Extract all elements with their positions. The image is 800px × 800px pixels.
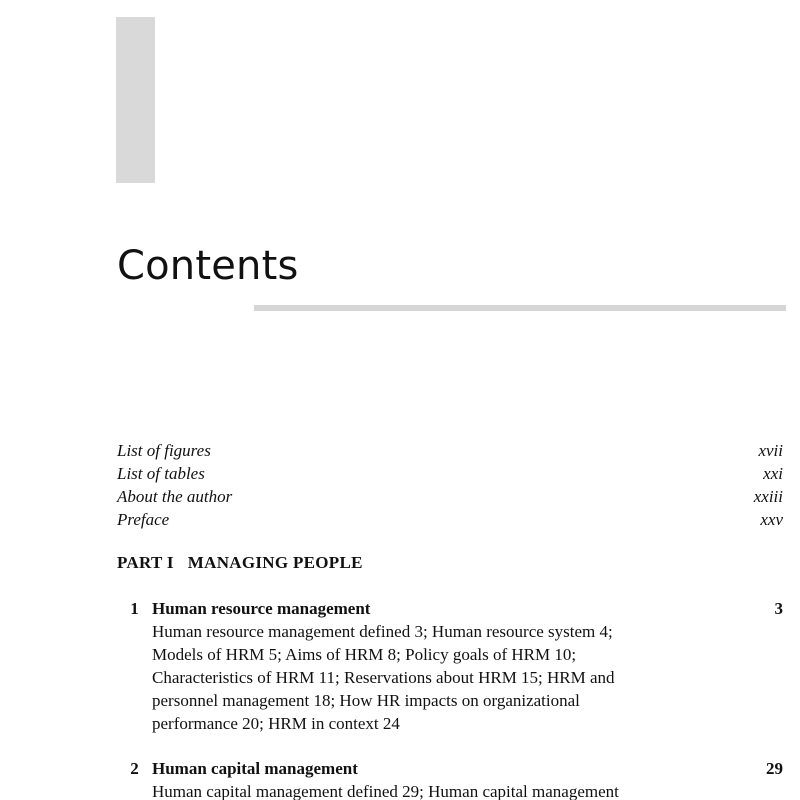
subtopic-line: personnel management 18; How HR impacts on organizational — [152, 691, 580, 710]
page-title: Contents — [117, 243, 299, 289]
part-title: MANAGING PEOPLE — [187, 553, 363, 572]
toc-entry-label: List of tables — [117, 464, 205, 483]
chapter-heading[interactable] — [117, 757, 783, 780]
toc-entry-list-of-figures[interactable] — [117, 439, 783, 462]
chapter-page: 3 — [774, 599, 783, 618]
subtopic-line: Characteristics of HRM 11; Reservations about HRM 15; HRM and — [152, 668, 615, 687]
subtopic-line: Human capital management defined 29; Human capital management — [152, 782, 619, 800]
chapter-title: Human resource management — [152, 599, 371, 618]
subtopic-line: performance 20; HRM in context 24 — [152, 714, 400, 733]
toc-entry-page: xxiii — [753, 487, 783, 506]
toc-entry-page: xxv — [760, 510, 783, 529]
toc-entry-about-the-author[interactable] — [117, 485, 783, 508]
decorative-bar — [116, 17, 155, 183]
toc-entry-label: List of figures — [117, 441, 211, 460]
chapter-title: Human capital management — [152, 759, 358, 778]
front-matter-list — [117, 439, 783, 531]
toc-entry-page: xxi — [763, 464, 783, 483]
chapter-subtopics — [152, 620, 712, 735]
chapter-heading[interactable] — [117, 597, 783, 620]
part-heading — [117, 553, 363, 573]
chapter-subtopics — [152, 780, 712, 800]
subtopic-line: Models of HRM 5; Aims of HRM 8; Policy goals of HRM 10; — [152, 645, 577, 664]
subtopic-line: Human resource management defined 3; Human resource system 4; — [152, 622, 613, 641]
toc-entry-list-of-tables[interactable] — [117, 462, 783, 485]
chapter-1 — [117, 597, 783, 735]
chapter-2 — [117, 757, 783, 800]
chapter-number: 2 — [130, 759, 139, 778]
toc-entry-label: Preface — [117, 510, 170, 529]
title-rule — [254, 305, 786, 311]
toc-entry-page: xvii — [758, 441, 783, 460]
toc-entry-label: About the author — [117, 487, 233, 506]
toc-entry-preface[interactable] — [117, 508, 783, 531]
chapter-page: 29 — [766, 759, 783, 778]
part-number: PART I — [117, 553, 174, 572]
chapter-number: 1 — [130, 599, 139, 618]
